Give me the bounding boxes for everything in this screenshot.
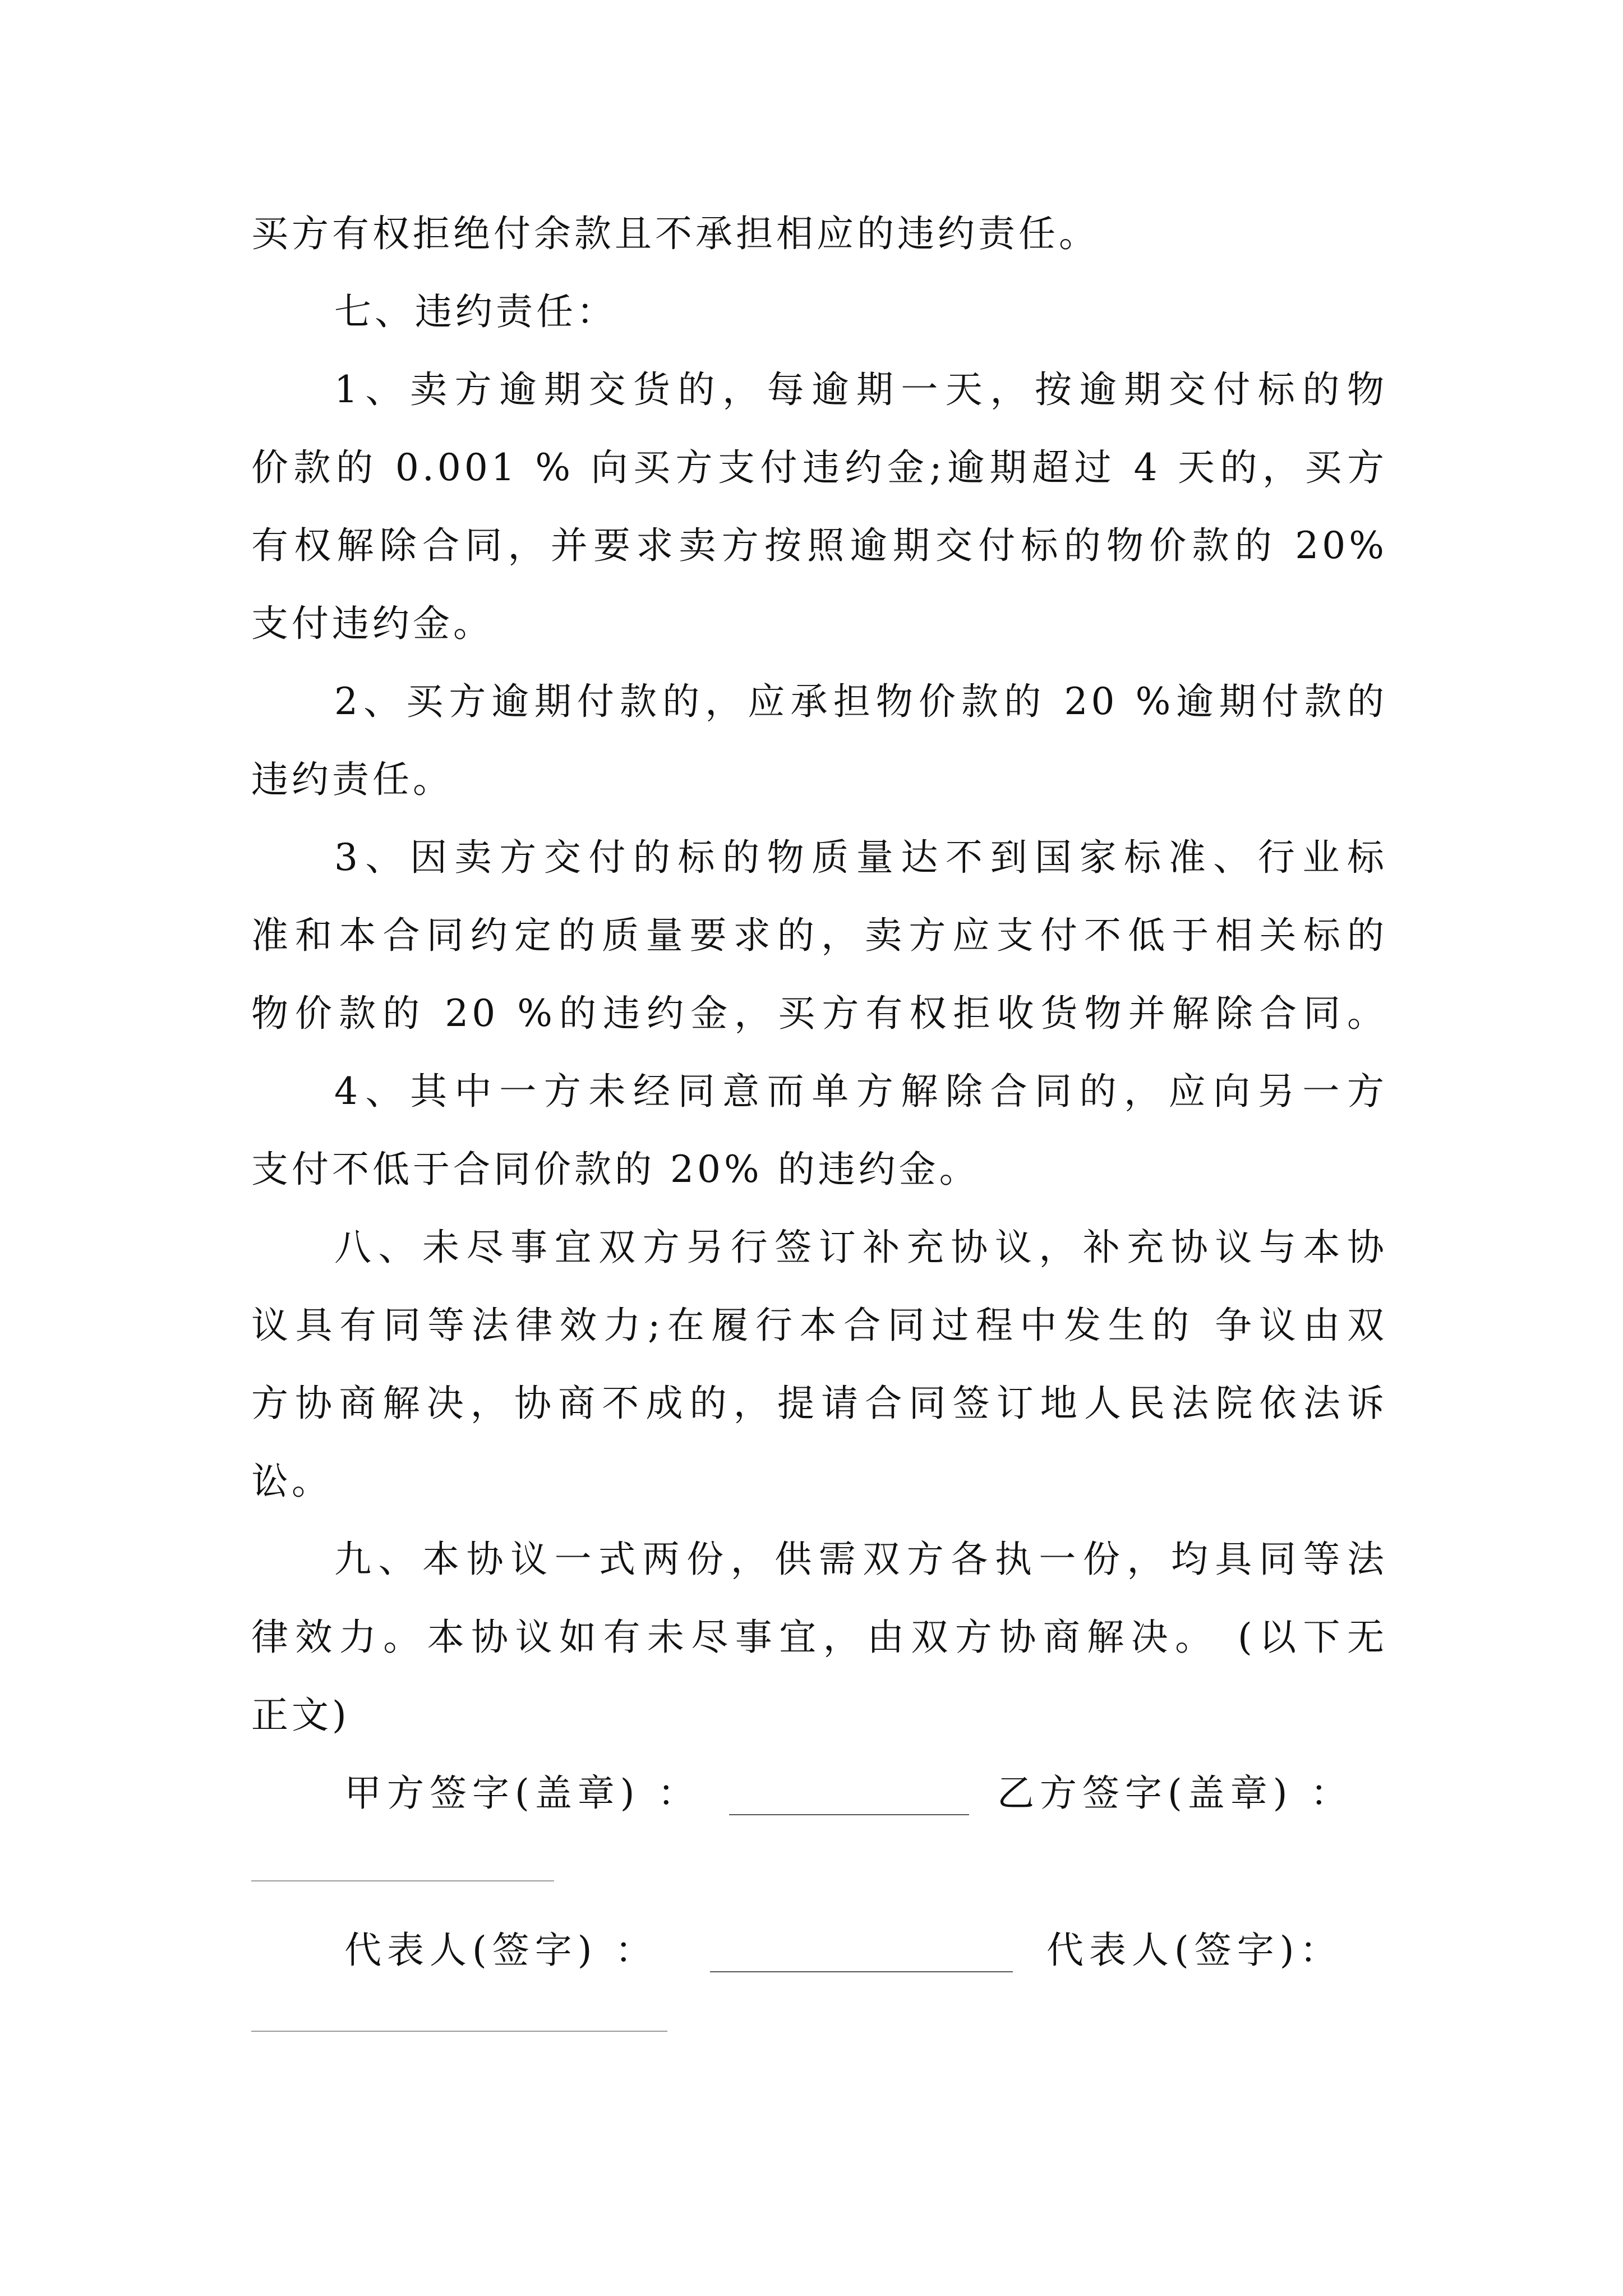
paragraph-line: 八、未尽事宜双方另行签订补充协议，补充协议与本协 [334, 1226, 1387, 1269]
party-b-signature-label: 乙方签字(盖章) ： [997, 1772, 1353, 1815]
paragraph-line: 讼。 [251, 1460, 332, 1503]
paragraph-line: 4、其中一方未经同意而单方解除合同的，应向另一方 [334, 1070, 1387, 1113]
party-a-signature-label: 甲方签字(盖章) ： [344, 1772, 700, 1815]
paragraph-line: 3、因卖方交付的标的物质量达不到国家标准、行业标 [334, 836, 1387, 879]
party-b-signature-blank[interactable] [251, 1880, 554, 1881]
section-heading: 七、违约责任： [334, 290, 617, 333]
paragraph-line: 律效力。本协议如有未尽事宜，由双方协商解决。 (以下无 [251, 1616, 1387, 1659]
paragraph-line: 价款的 0.001 % 向买方支付违约金;逾期超过 4 天的，买方 [251, 446, 1387, 489]
paragraph-line: 有权解除合同，并要求卖方按照逾期交付标的物价款的 20% [251, 524, 1387, 567]
paragraph-line: 1、卖方逾期交货的，每逾期一天，按逾期交付标的物 [334, 368, 1387, 411]
paragraph-line: 准和本合同约定的质量要求的，卖方应支付不低于相关标的 [251, 914, 1387, 957]
paragraph-line: 违约责任。 [251, 758, 453, 801]
party-a-signature-blank[interactable] [729, 1814, 969, 1815]
rep-b-signature-label: 代表人(签字)： [1046, 1929, 1343, 1972]
paragraph-line: 九、本协议一式两份，供需双方各执一份，均具同等法 [334, 1538, 1387, 1581]
paragraph-line: 买方有权拒绝付余款且不承担相应的违约责任。 [251, 212, 1099, 255]
paragraph-line: 方协商解决，协商不成的，提请合同签订地人民法院依法诉 [251, 1382, 1387, 1425]
paragraph-line: 支付不低于合同价款的 20% 的违约金。 [251, 1148, 980, 1191]
rep-b-signature-blank[interactable] [251, 2031, 667, 2032]
paragraph-line: 议具有同等法律效力;在履行本合同过程中发生的 争议由双 [251, 1304, 1387, 1347]
rep-a-signature-blank[interactable] [710, 1971, 1013, 1972]
paragraph-line: 物价款的 20 %的违约金，买方有权拒收货物并解除合同。 [251, 992, 1387, 1035]
paragraph-line: 正文) [251, 1694, 350, 1737]
paragraph-line: 2、买方逾期付款的，应承担物价款的 20 %逾期付款的 [334, 680, 1387, 723]
rep-a-signature-label: 代表人(签字) ： [344, 1929, 658, 1972]
paragraph-line: 支付违约金。 [251, 602, 494, 645]
